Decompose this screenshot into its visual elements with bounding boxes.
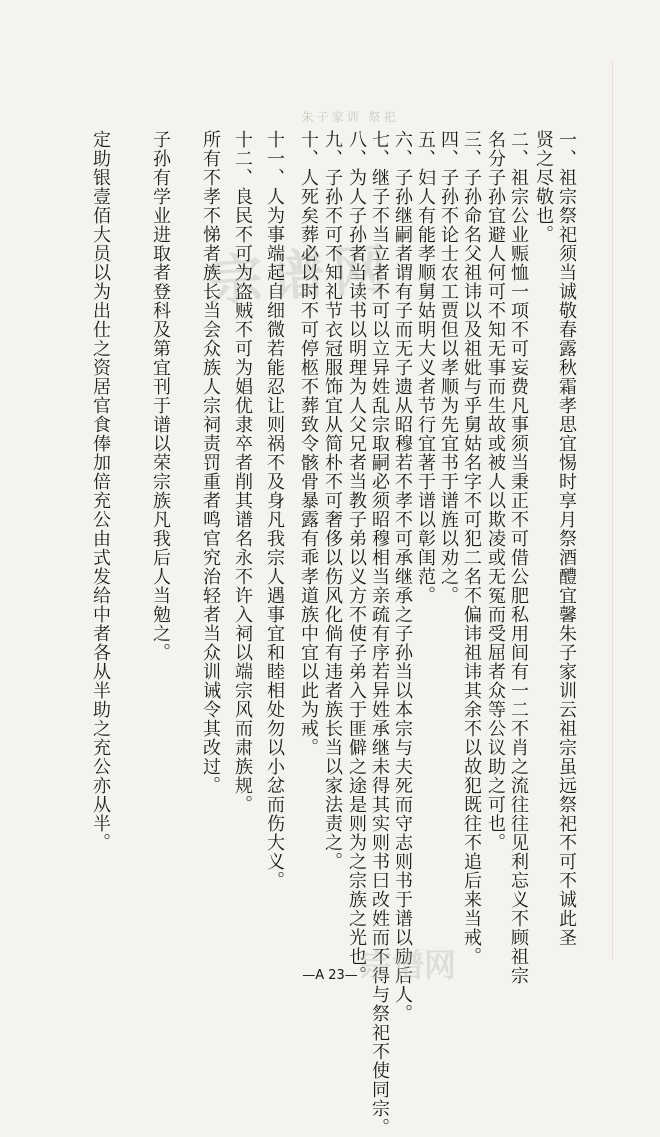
text-column-16: 子孙有学业进取者登科及第宜刊于谱以荣宗族凡我后人当勉之。 [150,130,171,662]
text-column-2: 贤之尽敬也。 [533,130,554,244]
text-column-17: 定助银壹佰大员以为出仕之资居官食俸加倍充公由式发给中者各从半助之充公亦从半。 [90,130,111,852]
text-column-8: 六、子孙继嗣者谓有子而无子遗从昭穆若不孝不可承继承之子孙当以本宗与夫死而守志则书于谱以励后人。 [392,130,413,1023]
watermark-bottom: 宗谱网 [360,946,457,984]
text-column-14: 十二、良民不可为盗贼不可为娼优隶卒者削其谱名永不许入祠以端宗风而肃族规。 [232,130,253,814]
page-number: —A 23— [302,968,358,983]
text-column-11: 九、子孙不可不知礼节衣冠服饰宜从简朴不可奢侈以伤风化倘有违者族长当以家法责之。 [322,130,343,871]
page-edge-line [612,60,613,960]
text-column-6: 四、子孙不论士农工贾但以孝顺为先宜书于谱旌以劝之。 [438,130,459,605]
faint-running-header: 朱子家训 祭祀 [301,110,399,124]
text-column-7: 五、妇人有能孝顺舅姑明大义者节行宜著于谱以彰闺范。 [415,130,436,605]
text-column-5: 三、子孙命名父祖讳以及祖妣与乎舅姑名字不可犯二名不偏讳祖讳其余不以故犯既往不追后来当戒。 [461,130,482,966]
text-column-1: 一、祖宗祭祀须当诚敬春露秋霜孝思宜惕时享月祭酒醴宜馨朱子家训云祖宗虽远祭祀不可不诚此圣 [556,130,577,947]
text-column-10: 八、为人子孙者当读书以明理为人父兄者当教子弟以义方不使子弟入于匪僻之途是则为之宗族之光也。 [346,130,367,985]
text-column-3: 二、祖宗公业赈恤一项不可妄费凡事须当秉正不可借公肥私用间有一二不肖之流往往见利忘义不顾祖宗 [508,130,529,985]
text-column-13: 十一、人为事端起自细微若能忍让则祸不及身凡我宗人遇事宜和睦相处勿以小忿而伤大义。 [264,130,285,890]
text-column-15: 所有不孝不悌者族长当会众族人宗祠责罚重者鸣官究治轻者当众训诫令其改过。 [200,130,221,795]
text-column-9: 七、继子不当立者不可以立异姓乱宗取嗣必须昭穆相当亲疏有序若异姓承继未得其实则书曰改姓而不得与祭祀不使同宗。 [369,130,390,1137]
text-column-12: 十、人死矣葬必以时不可停柩不葬致令骸骨暴露有乖孝道族中宜以此为戒。 [298,130,319,757]
text-column-4: 名分子孙宜避人何可不知无事而生故或被人以欺凌或无冤而受屈者众等公议助之可也。 [485,130,506,852]
watermark: 宗谱网 [206,237,397,314]
